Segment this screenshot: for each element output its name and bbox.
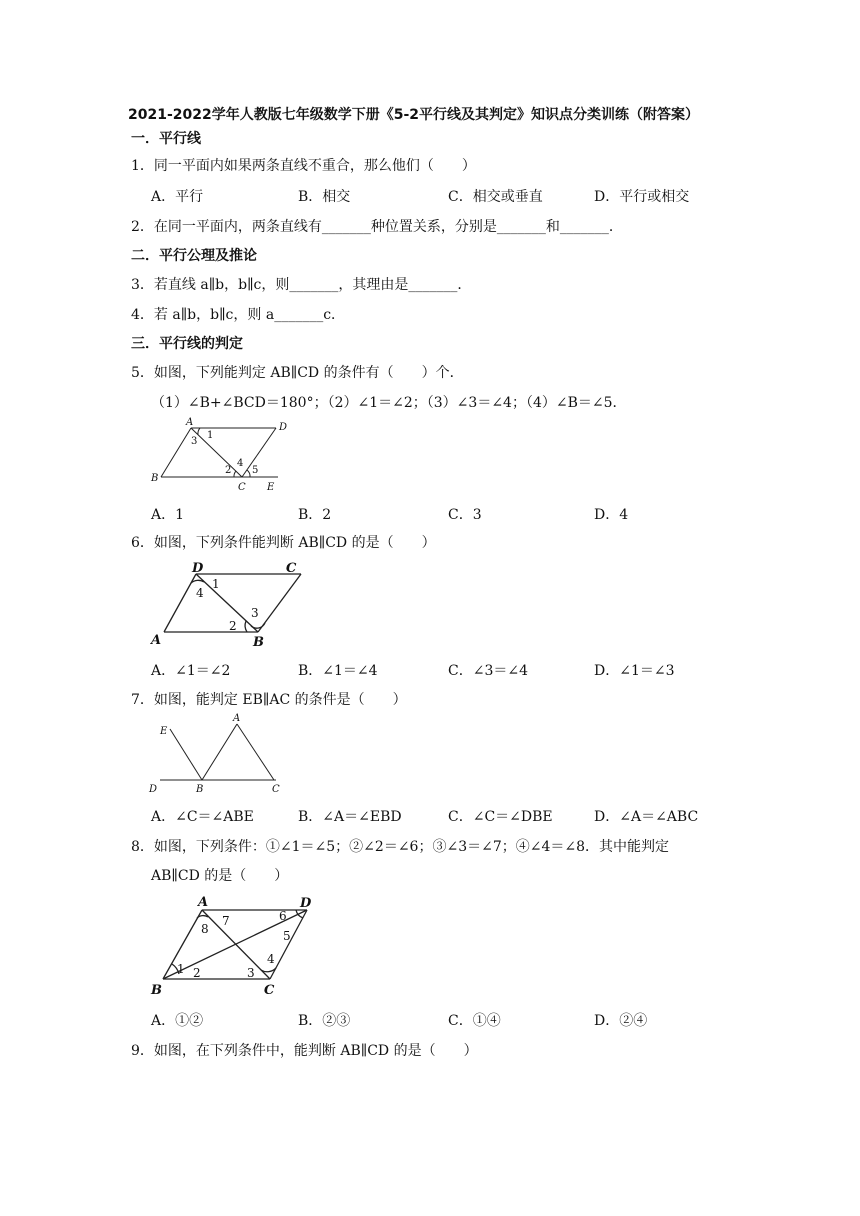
q6-label-3: 3 (251, 606, 259, 620)
question-5-option-a: A．1 (151, 507, 185, 523)
q8-label-2: 2 (193, 966, 201, 980)
section-heading-1: 一．平行线 (131, 131, 201, 147)
question-2-stem: 2．在同一平面内，两条直线有_______种位置关系，分别是_______和_______． (131, 219, 623, 235)
q6-label-1: 1 (212, 577, 220, 591)
question-6-option-b: B．∠1＝∠4 (298, 663, 378, 679)
q8-label-b: B (151, 983, 162, 998)
q5-segment-ab (161, 428, 191, 477)
question-8-option-a: A．①② (151, 1013, 204, 1029)
q7-label-e: E (160, 726, 168, 737)
question-8-figure (146, 890, 326, 1000)
q7-label-c: C (272, 784, 280, 795)
q6-angle-arc (251, 623, 265, 628)
question-6-option-a: A．∠1＝∠2 (151, 663, 231, 679)
q5-label-1: 1 (207, 430, 214, 441)
question-1-option-a: A．平行 (151, 189, 204, 205)
q8-label-3: 3 (247, 966, 255, 980)
question-8-option-d: D．②④ (594, 1013, 648, 1029)
question-7-figure (146, 710, 296, 795)
q8-label-c: C (264, 983, 275, 998)
question-9-stem: 9．如图，在下列条件中，能判断 AB∥CD 的是（ ） (131, 1043, 478, 1059)
q7-label-a: A (233, 713, 241, 724)
q6-label-c: C (286, 561, 297, 576)
q8-label-4: 4 (267, 952, 275, 966)
question-4-stem: 4．若 a∥b，b∥c，则 a_______c． (131, 307, 346, 323)
q5-label-b: B (151, 473, 159, 484)
question-7-stem: 7．如图，能判定 EB∥AC 的条件是（ ） (131, 692, 407, 708)
question-8-option-c: C．①④ (448, 1013, 501, 1029)
question-1-stem: 1．同一平面内如果两条直线不重合，那么他们（ ） (131, 158, 476, 174)
q7-segment-ac (237, 724, 274, 780)
question-7-option-c: C．∠C＝∠DBE (448, 809, 553, 825)
q5-angle-arc (234, 471, 236, 477)
q8-label-8: 8 (201, 922, 209, 936)
section-heading-2: 二．平行公理及推论 (131, 248, 257, 264)
q5-label-a: A (186, 417, 194, 428)
q8-label-5: 5 (283, 929, 291, 943)
question-6-option-d: D．∠1＝∠3 (594, 663, 675, 679)
q5-label-c: C (238, 482, 246, 493)
page-title: 2021-2022学年人教版七年级数学下册《5-2平行线及其判定》知识点分类训练（附答案） (128, 107, 700, 123)
q6-label-2: 2 (229, 619, 237, 633)
q5-segment-ac (191, 428, 242, 477)
question-5-conditions: （1）∠B+∠BCD＝180°；（2）∠1＝∠2；（3）∠3＝∠4；（4）∠B＝∠5． (151, 395, 627, 411)
question-5-option-b: B．2 (298, 507, 332, 523)
q8-label-7: 7 (222, 914, 230, 928)
q5-label-2: 2 (225, 465, 232, 476)
q6-label-b: B (253, 635, 264, 650)
question-5-stem: 5．如图，下列能判定 AB∥CD 的条件有（ ）个． (131, 365, 464, 381)
q6-angle-arc (245, 621, 247, 632)
q6-diagonal-db (196, 574, 258, 632)
question-5-option-d: D．4 (594, 507, 629, 523)
question-5-option-c: C．3 (448, 507, 482, 523)
q5-label-e: E (267, 482, 275, 493)
q5-label-3: 3 (191, 436, 198, 447)
q6-label-4: 4 (196, 586, 204, 600)
q8-label-1: 1 (177, 962, 185, 976)
question-6-option-c: C．∠3＝∠4 (448, 663, 528, 679)
q5-angle-arc (247, 470, 250, 477)
q7-segment-ba (202, 724, 237, 780)
q5-segment-cd (242, 428, 276, 477)
q7-label-d: D (149, 784, 158, 795)
question-6-figure (146, 560, 316, 650)
question-1-option-b: B．相交 (298, 189, 351, 205)
q6-label-d: D (192, 561, 204, 576)
q8-label-d: D (300, 896, 312, 911)
q5-label-5: 5 (252, 465, 259, 476)
question-1-option-d: D．平行或相交 (594, 189, 690, 205)
question-6-stem: 6．如图，下列条件能判断 AB∥CD 的是（ ） (131, 535, 436, 551)
question-8-option-b: B．②③ (298, 1013, 351, 1029)
question-1-option-c: C．相交或垂直 (448, 189, 543, 205)
question-5-figure (146, 414, 286, 496)
q5-angle-arc (198, 428, 200, 435)
section-heading-3: 三．平行线的判定 (131, 336, 243, 352)
q5-label-d: D (279, 422, 288, 433)
question-3-stem: 3．若直线 a∥b，b∥c，则_______，其理由是_______． (131, 277, 472, 293)
q6-label-a: A (151, 633, 162, 648)
question-8-stem-continued: AB∥CD 的是（ ） (151, 868, 289, 884)
q5-label-4: 4 (237, 458, 244, 469)
question-7-option-d: D．∠A＝∠ABC (594, 809, 699, 825)
question-7-option-b: B．∠A＝∠EBD (298, 809, 402, 825)
q8-label-6: 6 (279, 909, 287, 923)
q8-label-a: A (198, 895, 209, 910)
q7-segment-eb (170, 729, 202, 780)
question-7-option-a: A．∠C＝∠ABE (151, 809, 254, 825)
q7-label-b: B (196, 784, 204, 795)
question-8-stem: 8．如图，下列条件：①∠1＝∠5；②∠2＝∠6；③∠3＝∠7；④∠4＝∠8．其中能判定 (131, 839, 670, 855)
